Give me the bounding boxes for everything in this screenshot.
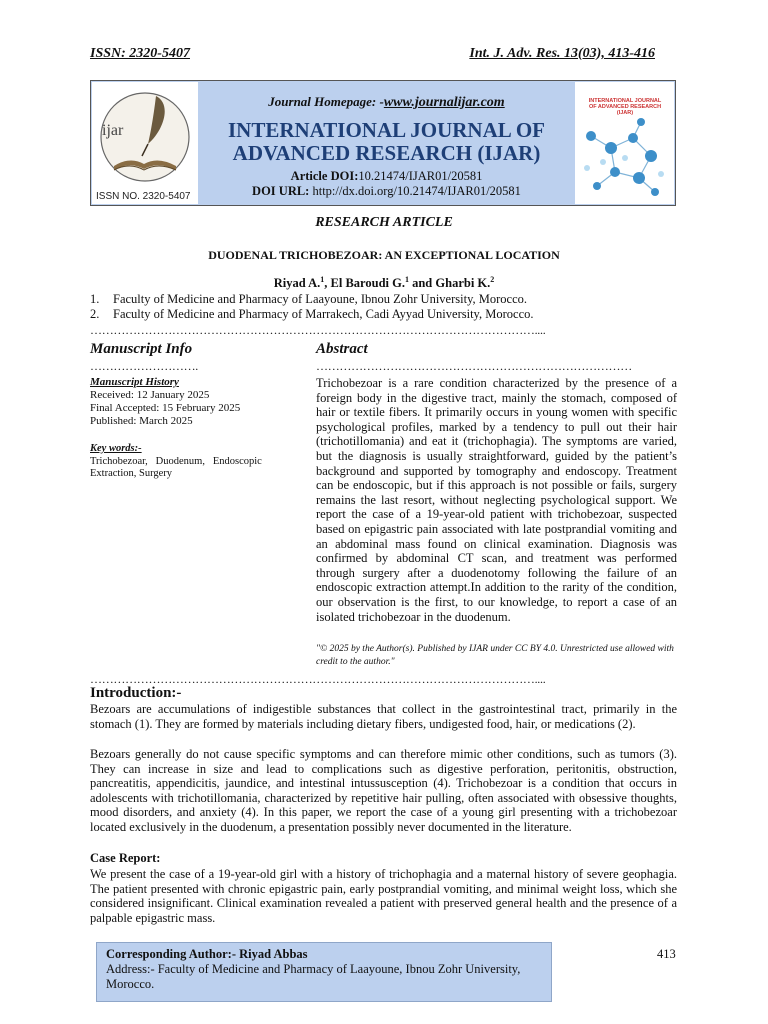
molecule-icon	[581, 116, 669, 200]
logo-issn: ISSN NO. 2320-5407	[96, 191, 191, 202]
keywords	[90, 443, 262, 481]
affiliation-1	[90, 292, 527, 307]
keywords-line-1: Trichobezoar, Duodenum, Endoscopic	[90, 455, 262, 467]
citation-header: Int. J. Adv. Res. 13(03), 413-416	[469, 46, 655, 61]
authors	[0, 275, 768, 291]
doi-url	[198, 184, 575, 199]
author-3-sup: 2	[490, 275, 495, 284]
author-2: , El Baroudi G.	[324, 276, 405, 291]
separator-bottom: ……………………………………………………………………………………………………....	[90, 672, 546, 686]
article-doi	[198, 169, 575, 184]
journal-homepage	[198, 94, 575, 111]
logo-emblem	[92, 82, 198, 204]
article-type: RESEARCH ARTICLE	[315, 215, 453, 230]
page-number: 413	[657, 947, 676, 961]
affiliation-1-text: Faculty of Medicine and Pharmacy of Laayoune, Ibnou Zohr University, Morocco.	[113, 292, 528, 306]
manuscript-info-dots: ……………………….	[90, 359, 199, 373]
homepage-link[interactable]: www.journalijar.com	[383, 95, 505, 110]
affiliation-1-num: 1.	[90, 292, 100, 306]
journal-logo	[92, 82, 198, 204]
journal-title-line1: INTERNATIONAL JOURNAL OF	[228, 118, 545, 142]
received-date: Received: 12 January 2025	[90, 389, 210, 401]
doi-label: Article DOI:	[290, 169, 359, 183]
separator-top: ……………………………………………………………………………………………………....	[90, 323, 546, 337]
manuscript-info-heading: Manuscript Info	[90, 341, 193, 357]
corresponding-author	[106, 947, 546, 992]
doi-value: 10.21474/IJAR01/20581	[358, 169, 483, 183]
affiliation-2-text: Faculty of Medicine and Pharmacy of Marrakech, Cadi Ayyad University, Morocco.	[113, 307, 534, 321]
author-3: and Gharbi K.	[408, 276, 491, 291]
introduction-paragraph-1: Bezoars are accumulations of indigestible substances that collect in the gastrointestinal tract, primarily in the stomach (1). They are formed by materials including dietary fibers, undigested food, hair, or medications (2).	[90, 702, 677, 731]
author-1-sup: 1	[320, 275, 325, 284]
case-report-paragraph-1: We present the case of a 19-year-old girl with a history of trichophagia and a maternal history of severe geophagia. The patient presented with chronic epigastric pain, early postprandial vomiting, and minimal weight loss, which she considered insignificant. Clinical examination revealed a patient with preserved general health and the presence of a palpable epigastric mass.	[90, 867, 677, 925]
copyright-notice: "© 2025 by the Author(s). Published by IJAR under CC BY 4.0. Unrestricted use allowed with credit to the author."	[316, 644, 674, 667]
logo-text: ijar	[102, 122, 124, 139]
doi-url-link[interactable]: http://dx.doi.org/10.21474/IJAR01/20581	[312, 184, 521, 198]
article-title: DUODENAL TRICHOBEZOAR: AN EXCEPTIONAL LOCATION	[208, 248, 560, 262]
abstract-dots: ………………………………………………………………………	[316, 359, 632, 373]
cover-title: INTERNATIONAL JOURNAL OF ADVANCED RESEARCH (IJAR)	[588, 98, 662, 116]
doi-url-label: DOI URL:	[252, 184, 310, 198]
journal-title	[198, 119, 575, 165]
introduction-heading: Introduction:-	[90, 685, 182, 701]
journal-title-line2: ADVANCED RESEARCH (IJAR)	[232, 141, 541, 165]
issn-header: ISSN: 2320-5407	[90, 46, 190, 61]
corresponding-author-label: Corresponding Author:- Riyad Abbas	[106, 947, 308, 961]
affiliation-2	[90, 307, 534, 322]
published-date: Published: March 2025	[90, 415, 193, 427]
manuscript-history-label: Manuscript History	[90, 376, 179, 388]
keywords-line-2: Extraction, Surgery	[90, 468, 173, 479]
abstract-text: Trichobezoar is a rare condition characterized by the presence of a foreign body in the digestive tract, mainly the stomach, composed of hair or textile fibers. It primarily occurs in young women with specific psychological profiles, marked by a tendency to pull out their hair (trichotillomania) and eat it (trichophagia). The symptoms are varied, but the diagnosis is usually straightforward, guided by the patient’s background and supported by tomography and endoscopy. Treatment can be endoscopic, but if this approach is not possible or fails, surgery remains the last resort, without neglecting psychological support. We report the case of a 19-year-old patient with trichobezoar, suspected based on epigastric pain associated with late postprandial vomiting and an abdominal mass found on clinical examination. Diagnosis was confirmed by abdominal CT scan, and treatment was performed through surgery after a duodenotomy following the failure of an endoscopic extraction attempt.In addition to the rarity of the condition, our observation is the first, to our knowledge, to report a case of an isolated trichobezoar in the duodenum.	[316, 376, 677, 624]
journal-cover-image	[575, 82, 674, 204]
introduction-paragraph-2: Bezoars generally do not cause specific symptoms and can therefore mimic other conditions, such as tumors (3). They can increase in size and lead to complications such as digestive perforation, peritonitis, obstruction, pancreatitis, appendicitis, jaundice, and intestinal intussusception (4). Trichobezoar is a condition that occurs in adolescents with trichotillomania, characterized by repetitive hair pulling, often associated with obsessive thoughts, mood disorders, and anxiety (4). In this paper, we report the case of a young girl presenting with a trichobezoar located exclusively in the duodenum, a presentation possibly never documented in the literature.	[90, 747, 677, 834]
author-2-sup: 1	[404, 275, 409, 284]
accepted-date: Final Accepted: 15 February 2025	[90, 402, 241, 414]
author-1: Riyad A.	[273, 276, 321, 291]
corresponding-author-address: Address:- Faculty of Medicine and Pharmacy of Laayoune, Ibnou Zohr University, Morocco.	[106, 962, 521, 991]
keywords-label: Key words:-	[90, 443, 142, 454]
abstract-heading: Abstract	[316, 341, 368, 357]
affiliation-2-num: 2.	[90, 307, 100, 321]
case-report-heading: Case Report:	[90, 851, 161, 865]
manuscript-history	[90, 376, 240, 428]
homepage-label: Journal Homepage: -	[268, 94, 384, 109]
